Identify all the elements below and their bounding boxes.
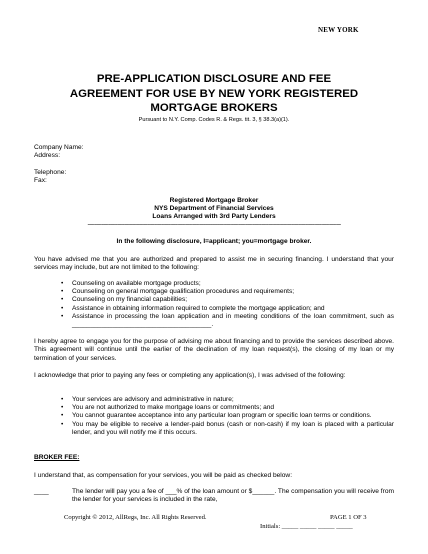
list-item: • Counseling on my financial capabilities; (61, 296, 188, 304)
broker-block-line-3: Loans Arranged with 3rd Party Lenders (152, 213, 276, 221)
acknowledgement-list (34, 396, 394, 437)
list-item: • Assistance in processing the loan application and in meeting conditions of the loan commitment, such as ______________________________________. (61, 312, 394, 329)
bullet-icon: • (61, 304, 64, 312)
list-item: • Counseling on available mortgage products; (61, 280, 201, 287)
disclosure-note: In the following disclosure, I=applicant; you=mortgage broker. (116, 238, 312, 245)
list-item: • Counseling on general mortgage qualification procedures and requirements; (61, 288, 295, 296)
list-item: • Your services are advisory and administrative in nature; (61, 396, 234, 403)
dashed-divider: ------------------------------------------------------------------------------------------------------------------------------------------------------------------------------------- (87, 222, 341, 228)
list-item: • You may be eligible to receive a lender-paid bonus (cash or non-cash) if my loan is placed with a particular lender, and you will notify me if this occurs. (61, 420, 394, 436)
paragraph-acknowledgement: I acknowledge that prior to paying any fees or completing any application(s), I was advised of the following: (34, 372, 346, 379)
title-line-1: PRE-APPLICATION DISCLOSURE AND FEE (96, 73, 332, 85)
title-line-2: AGREEMENT FOR USE BY NEW YORK REGISTERED (69, 87, 359, 100)
bullet-icon: • (61, 288, 64, 296)
option-checkbox-blank[interactable]: ____ (34, 488, 49, 495)
state-header: NEW YORK (318, 26, 359, 34)
title-line-3: MORTGAGE BROKERS (150, 102, 278, 114)
paragraph-engagement: I hereby agree to engage you for the purpose of advising me about financing and to provide the services described above. This agreement will continue until the earlier of the declination of my loan request(s), the closing of my loan or my termination of your services. (34, 338, 394, 362)
telephone-label: Telephone: (34, 169, 67, 176)
broker-block-line-1: Registered Mortgage Broker (169, 197, 259, 204)
document-title (40, 72, 388, 116)
address-label: Address: (34, 152, 61, 159)
company-name-label: Company Name: (34, 144, 84, 151)
footer-page-number: PAGE 1 OF 3 (330, 514, 367, 521)
broker-fee-intro: I understand that, as compensation for your services, you will be paid as checked below: (34, 472, 293, 479)
broker-block-line-2: NYS Department of Financial Services (154, 205, 274, 213)
fax-label: Fax: (34, 177, 47, 184)
broker-fee-heading: BROKER FEE: (34, 454, 80, 461)
option-1-text: The lender will pay you a fee of ___% of the loan amount or $______. The compensation you will receive from the lender for your services is included in the rate, (72, 488, 394, 504)
footer-copyright: Copyright © 2012, AllRegs, Inc. All Rights Reserved. (64, 514, 207, 521)
services-list (34, 280, 394, 329)
bullet-icon: • (61, 404, 64, 412)
bullet-icon: • (61, 396, 64, 403)
bullet-icon: • (61, 412, 64, 420)
list-item: • Assistance in obtaining information required to complete the mortgage application; and (61, 304, 325, 312)
document-subtitle: Pursuant to N.Y. Comp. Codes R. & Regs. tit. 3, § 38.3(a)(1). (138, 117, 290, 123)
broker-block (34, 197, 394, 221)
bullet-icon: • (61, 420, 64, 428)
bullet-icon: • (61, 280, 64, 287)
footer-initials[interactable]: Initials: _____ _____ _____ _____ (260, 523, 353, 530)
bullet-icon: • (61, 312, 64, 320)
list-item: • You cannot guarantee acceptance into any particular loan program or specific loan terms or conditions. (61, 412, 372, 420)
bullet-icon: • (61, 296, 64, 304)
list-item: • You are not authorized to make mortgage loans or commitments; and (61, 404, 275, 412)
paragraph-services-intro: You have advised me that you are authorized and prepared to assist me in securing financing. I understand that your services may include, but are not limited to the following: (34, 256, 394, 272)
